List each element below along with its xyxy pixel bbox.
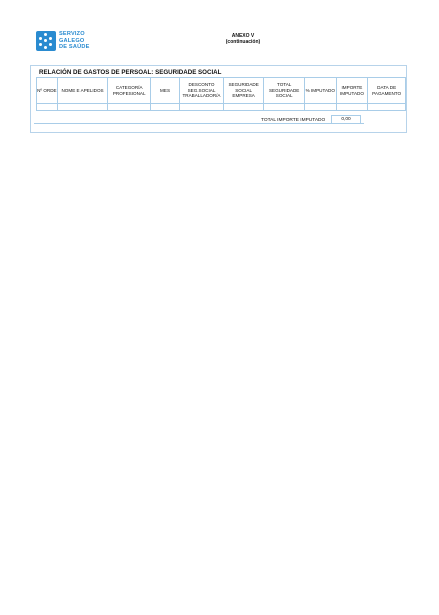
total-label: TOTAL IMPORTE IMPUTADO [261,118,326,123]
table-cell[interactable] [336,104,368,111]
table-row [37,104,406,111]
table-cell[interactable] [180,104,224,111]
column-header: TOTAL SEGURIDADE SOCIAL [264,78,305,104]
column-header: SEGURIDADE SOCIAL EMPRESA [223,78,264,104]
table-cell[interactable] [37,104,58,111]
column-header: IMPORTE IMPUTADO [336,78,368,104]
column-header: % IMPUTADO [304,78,336,104]
column-header: MES [150,78,179,104]
sergas-emblem-icon [36,31,56,51]
expenses-table [36,77,406,111]
total-divider [34,123,364,124]
section-title: RELACIÓN DE GASTOS DE PERSOAL: SEGURIDADE SOCIAL [39,69,222,76]
annex-title: ANEXO V [231,33,255,39]
table-cell[interactable] [304,104,336,111]
servizo-galego-de-saude-logo [36,31,90,51]
column-header: CATEGORÍA PROFESIONAL [108,78,151,104]
logo-line-3: DE SAÚDE [59,44,90,51]
table-cell[interactable] [223,104,264,111]
column-header: Nº ORDE [37,78,58,104]
document-heading [208,33,278,45]
logo-line-1: SERVIZO [59,31,85,38]
table-cell[interactable] [57,104,108,111]
total-value-field[interactable]: 0,00 [331,115,361,124]
column-header: DATA DE PAGAMENTO [368,78,406,104]
table-cell[interactable] [264,104,305,111]
table-header-row [37,78,406,104]
column-header: NOME E APELIDOS [57,78,108,104]
table-cell[interactable] [150,104,179,111]
logo-line-2: GALEGO [59,37,85,44]
table-cell[interactable] [108,104,151,111]
table-cell[interactable] [368,104,406,111]
column-header: DESCONTO SEG.SOCIAL TRABALLADOR/A [180,78,224,104]
logo-wordmark [59,31,90,50]
annex-subtitle: (continuación) [225,39,261,45]
expenses-panel [30,65,407,133]
